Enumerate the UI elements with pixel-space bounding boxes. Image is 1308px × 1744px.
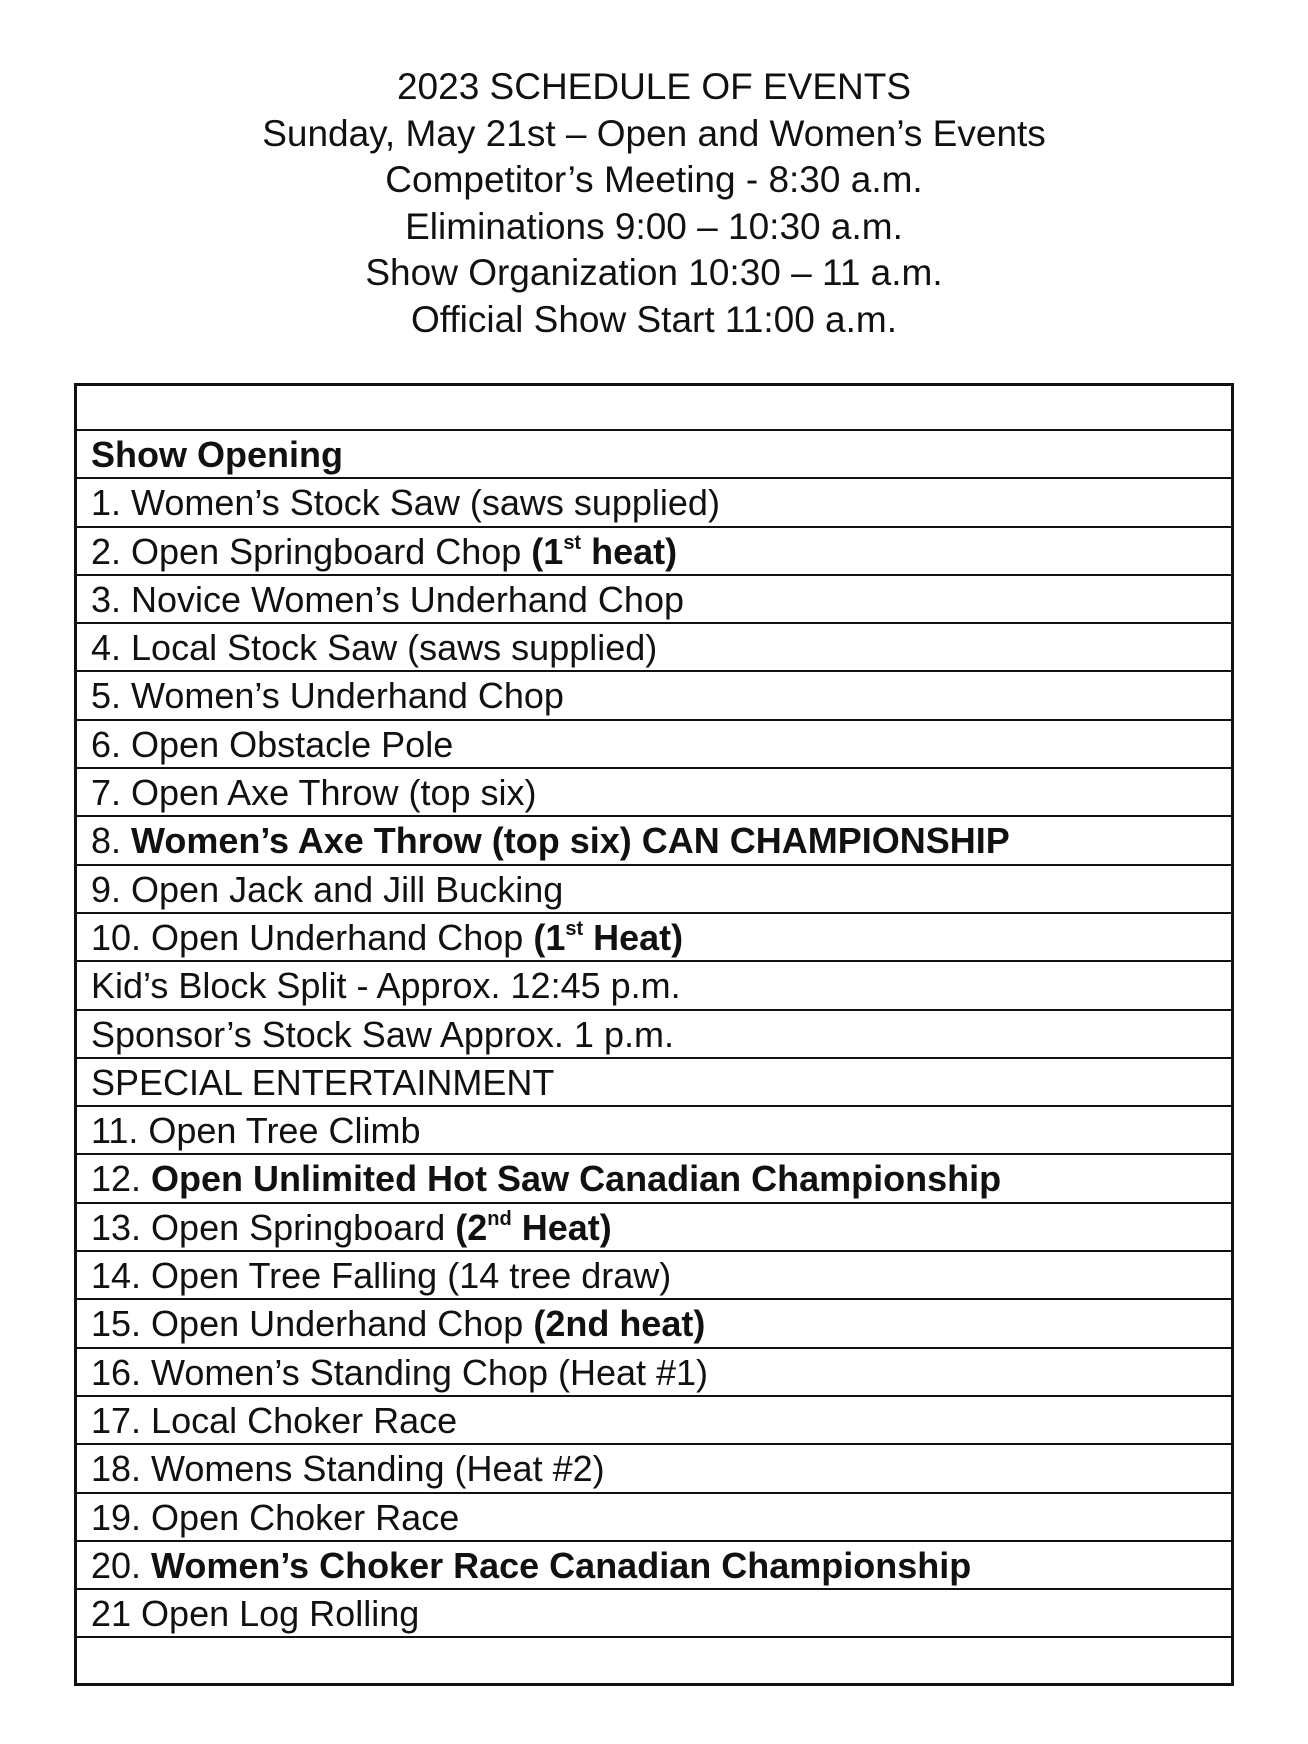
table-row-event-5: 5. Women’s Underhand Chop <box>77 672 1231 720</box>
event-2-heat-number: (1 <box>531 530 564 572</box>
schedule-table <box>74 383 1234 1686</box>
event-10-heat-ordinal: st <box>565 917 584 940</box>
competitors-meeting-line: Competitor’s Meeting - 8:30 a.m. <box>385 159 923 200</box>
table-row-event-14: 14. Open Tree Falling (14 tree draw) <box>77 1252 1231 1300</box>
table-row-event-6: 6. Open Obstacle Pole <box>77 721 1231 769</box>
event-2-heat-word: heat) <box>581 530 678 572</box>
event-10-heat <box>533 917 683 958</box>
table-row-event-17: 17. Local Choker Race <box>77 1397 1231 1445</box>
table-row-event-16: 16. Women’s Standing Chop (Heat #1) <box>77 1349 1231 1397</box>
table-row-event-13 <box>77 1204 1231 1252</box>
table-row-special-entertainment: SPECIAL ENTERTAINMENT <box>77 1059 1231 1107</box>
table-row-event-21: 21 Open Log Rolling <box>77 1590 1231 1638</box>
table-row-event-18: 18. Womens Standing (Heat #2) <box>77 1445 1231 1493</box>
event-13-heat-number: (2 <box>455 1206 488 1248</box>
table-row-event-20 <box>77 1542 1231 1590</box>
table-row-event-19: 19. Open Choker Race <box>77 1494 1231 1542</box>
event-20-number: 20. <box>91 1544 152 1586</box>
event-2-heat-ordinal: st <box>563 531 582 554</box>
table-row-event-8 <box>77 817 1231 865</box>
table-row-kids-block-split: Kid’s Block Split - Approx. 12:45 p.m. <box>77 962 1231 1010</box>
table-row-event-9: 9. Open Jack and Jill Bucking <box>77 866 1231 914</box>
event-date-line: Sunday, May 21st – Open and Women’s Events <box>262 112 1046 154</box>
table-row-event-10 <box>77 914 1231 962</box>
table-row-event-2 <box>77 528 1231 576</box>
official-start-line: Official Show Start 11:00 a.m. <box>410 298 898 340</box>
table-row-event-7: 7. Open Axe Throw (top six) <box>77 769 1231 817</box>
event-13-heat-word: Heat) <box>511 1206 612 1248</box>
show-organization-line: Show Organization 10:30 – 11 a.m. <box>365 252 943 293</box>
event-15-heat: (2nd heat) <box>533 1303 706 1345</box>
event-13-heat <box>455 1207 611 1248</box>
table-row-empty-top <box>77 386 1231 431</box>
event-2-name: 2. Open Springboard Chop <box>91 530 532 572</box>
event-10-heat-number: (1 <box>533 916 566 958</box>
table-row-event-15 <box>77 1300 1231 1348</box>
event-13-heat-ordinal: nd <box>487 1207 512 1230</box>
eliminations-line: Eliminations 9:00 – 10:30 a.m. <box>405 205 903 247</box>
table-row-event-1: 1. Women’s Stock Saw (saws supplied) <box>77 479 1231 527</box>
event-12-number: 12. <box>91 1158 152 1200</box>
event-10-name: 10. Open Underhand Chop <box>91 916 534 958</box>
schedule-header <box>0 64 1308 343</box>
table-row-event-3: 3. Novice Women’s Underhand Chop <box>77 576 1231 624</box>
event-10-heat-word: Heat) <box>583 916 684 958</box>
event-8-name: Women’s Axe Throw (top six) CAN CHAMPIONSHIP <box>131 820 1010 862</box>
event-15-name: 15. Open Underhand Chop <box>91 1303 534 1345</box>
table-row-event-11: 11. Open Tree Climb <box>77 1107 1231 1155</box>
table-row-event-12 <box>77 1155 1231 1203</box>
table-row-show-opening: Show Opening <box>77 431 1231 479</box>
document-title: 2023 SCHEDULE OF EVENTS <box>396 66 912 107</box>
table-row-event-4: 4. Local Stock Saw (saws supplied) <box>77 624 1231 672</box>
table-row-empty-bottom <box>77 1638 1231 1683</box>
event-2-heat <box>531 531 677 572</box>
event-20-name: Women’s Choker Race Canadian Championship <box>151 1544 972 1586</box>
event-12-name: Open Unlimited Hot Saw Canadian Championship <box>151 1158 1002 1200</box>
event-8-number: 8. <box>91 820 132 862</box>
table-row-sponsors-stock-saw: Sponsor’s Stock Saw Approx. 1 p.m. <box>77 1011 1231 1059</box>
event-13-name: 13. Open Springboard <box>91 1206 456 1248</box>
